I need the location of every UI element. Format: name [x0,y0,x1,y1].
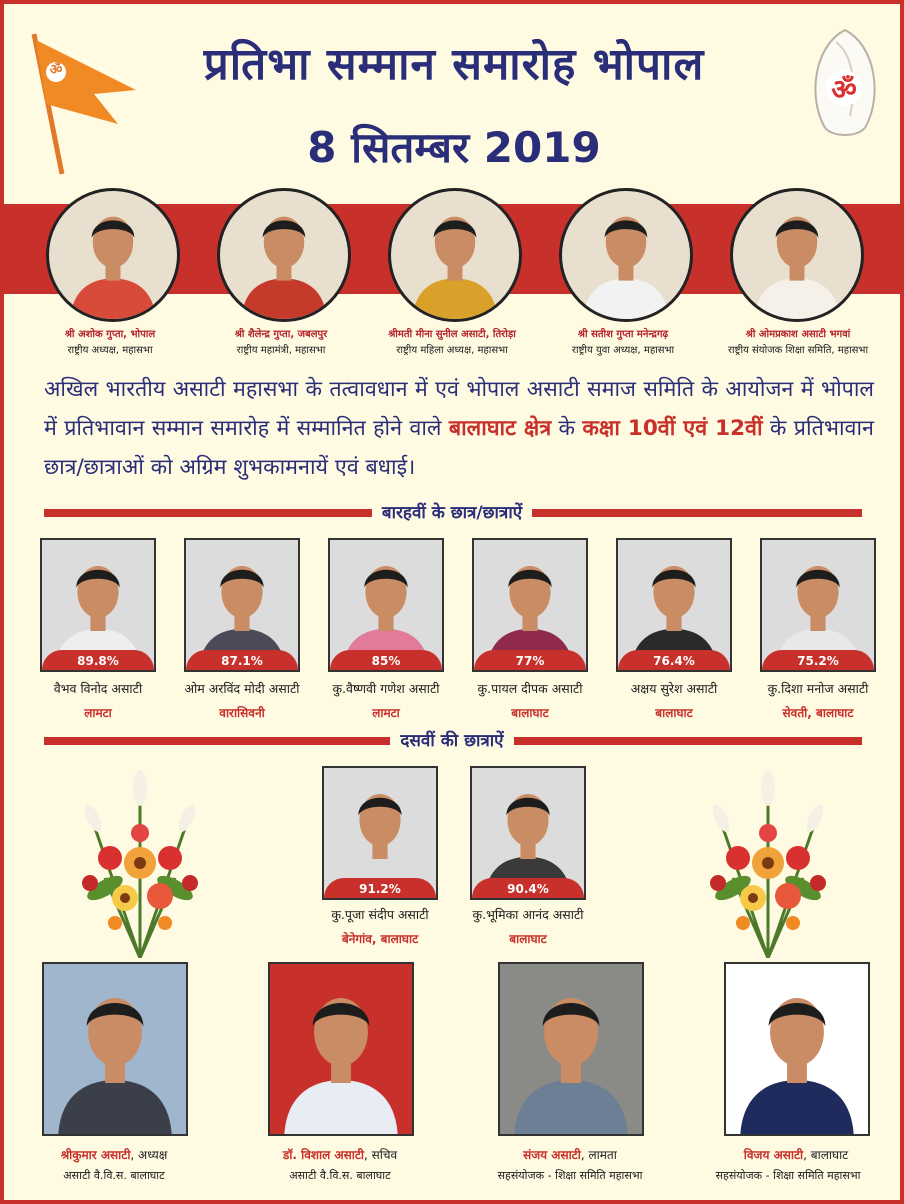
om-symbol: ॐ [831,73,857,106]
student-place: बालाघाट [509,932,547,946]
organizer-title: , बालाघाट [803,1148,849,1162]
student-name: कु.पायल दीपक असाटी [477,681,583,696]
student-place: वारासिवनी [219,706,265,720]
dignitary-name: श्री अशोक गुप्ता, भोपाल [64,329,156,340]
percentage-badge: 89.8% [42,650,154,670]
section-heading-wrap [4,728,900,751]
message-highlight-class: कक्षा 10वीं एवं 12वीं [582,416,763,441]
dignitary-photo [388,188,522,322]
student-place: बेनेगांव, बालाघाट [341,932,419,946]
message-text: के प्रतिभावान छात्र/छात्राओं को अग्रिम शुभकामनायें एवं बधाई। [44,416,874,480]
organizer-title: , सचिव [364,1148,398,1162]
section-heading-class10: दसवीं की छात्राऐं [390,731,513,751]
dignitary-role: राष्ट्रीय अध्यक्ष, महासभा [67,345,153,356]
organizer-name [470,1146,670,1163]
dignitary-name: श्री सतीश गुप्ता मनेन्द्रगढ़ [577,329,669,340]
page-title: प्रतिभा सम्मान समारोह भोपाल [203,39,705,90]
student-name: वैभव विनोद असाटी [53,681,143,696]
dignitary-photo [46,188,180,322]
student-name: ओम अरविंद मोदी असाटी [184,681,300,696]
student-place: लामटा [372,706,400,720]
dignitary-role: राष्ट्रीय युवा अध्यक्ष, महासभा [571,345,675,356]
message-text: के [551,416,583,441]
percentage-badge: 75.2% [762,650,874,670]
organizer-name-text: डॉ. विशाल असाटी [282,1148,364,1162]
student-place: बालाघाट [655,706,693,720]
dignitary-photo [730,188,864,322]
message-text: अखिल भारतीय असाटी महासभा के तत्वावधान में एवं भोपाल असाटी समाज समिति के आयोजन में भोपाल में प्रतिभावान सम्मान समारोह में सम्मानित होने वाले [44,377,874,441]
event-date: 8 सितम्बर 2019 [307,123,601,172]
organizer-name-text: संजय असाटी [523,1148,581,1162]
organizer-role: असाटी वै.वि.स. बालाघाट [63,1169,165,1182]
dignitary-photo [217,188,351,322]
dignitary-role: राष्ट्रीय महामंत्री, महासभा [236,345,326,356]
organizer-name [240,1146,440,1163]
percentage-badge: 91.2% [324,878,436,898]
percentage-badge: 85% [330,650,442,670]
student-place: सेवती, बालाघाट [782,706,854,720]
organizer-photo [498,962,644,1136]
student-name: कु.दिशा मनोज असाटी [767,681,869,696]
organizer-name [696,1146,896,1163]
section-heading-wrap [4,500,900,523]
dignitary-name: श्रीमती मीना सुनील असाटी, तिरोड़ा [388,329,516,340]
flower-bouquet-icon [60,758,220,958]
percentage-badge: 87.1% [186,650,298,670]
organizer-photo [724,962,870,1136]
organizer-name [14,1146,214,1163]
dignitary-name: श्री शैलेन्द्र गुप्ता, जबलपुर [234,329,328,340]
organizer-role: सहसंयोजक - शिक्षा समिति महासभा [715,1169,861,1182]
organizer-role: असाटी वै.वि.स. बालाघाट [289,1169,391,1182]
section-heading-class12: बारहवीं के छात्र/छात्राऐं [372,503,532,523]
dignitary-photo [559,188,693,322]
organizer-title: , अध्यक्ष [130,1148,168,1162]
organizer-title: , लामता [580,1148,617,1162]
organizer-name-text: श्रीकुमार असाटी [60,1148,131,1162]
percentage-badge: 77% [474,650,586,670]
organizer-name-text: विजय असाटी [743,1148,804,1162]
flag-om-symbol: ॐ [49,62,63,78]
organizer-role: सहसंयोजक - शिक्षा समिति महासभा [497,1169,643,1182]
greeting-message [44,370,874,487]
dignitary-name: श्री ओमप्रकाश असाटी भगवां [745,329,851,340]
student-name: कु.वैष्णवी गणेश असाटी [332,681,440,696]
student-name: कु.भूमिका आनंद असाटी [472,907,584,922]
organizer-photo [42,962,188,1136]
student-name: अक्षय सुरेश असाटी [630,681,718,696]
dignitary-role: राष्ट्रीय संयोजक शिक्षा समिति, महासभा [727,345,869,356]
organizer-photo [268,962,414,1136]
dignitary-role: राष्ट्रीय महिला अध्यक्ष, महासभा [396,345,508,356]
student-name: कु.पूजा संदीप असाटी [331,907,429,922]
student-place: बालाघाट [511,706,549,720]
student-place: लामटा [84,706,112,720]
flower-bouquet-icon [688,758,848,958]
message-highlight-region: बालाघाट क्षेत्र [448,416,552,441]
conch-om-icon [806,26,884,146]
percentage-badge: 76.4% [618,650,730,670]
percentage-badge: 90.4% [472,878,584,898]
